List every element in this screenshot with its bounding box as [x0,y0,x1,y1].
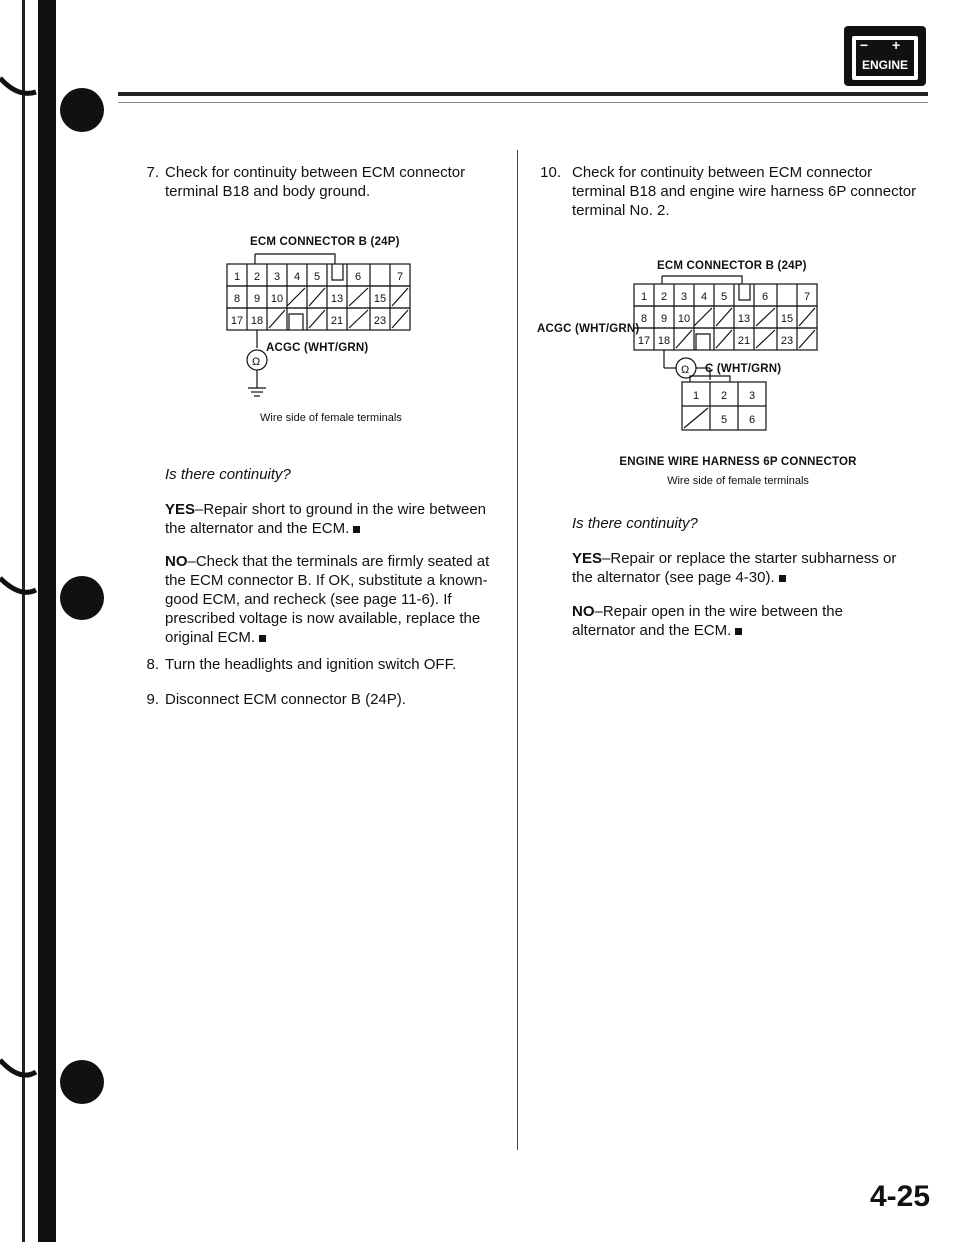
svg-text:17: 17 [230,315,244,327]
question-left: Is there continuity? [165,466,291,483]
step-9-number: 9. [146,691,159,708]
yes-text: –Repair short to ground in the wire between the alternator and the ECM. [165,501,487,537]
svg-text:3: 3 [273,271,281,283]
battery-icon-symbols: − + [859,37,911,53]
yes-text: –Repair or replace the starter subharness or the alternator (see page 4-30). [572,550,897,586]
acgc-label-right: ACGC (WHT/GRN) [537,323,640,335]
svg-text:10: 10 [270,293,284,305]
svg-text:3: 3 [680,291,688,303]
svg-text:9: 9 [253,293,261,305]
yes-label: YES [572,550,603,567]
page-number: 4-25 [869,1180,930,1213]
end-mark-icon [735,628,742,635]
engine-badge [844,26,926,86]
svg-text:4: 4 [700,291,708,303]
ecm-connector-title-left: ECM CONNECTOR B (24P) [250,236,400,248]
no-answer-left [165,552,490,647]
svg-text:13: 13 [737,313,751,325]
harness-connector-title: ENGINE WIRE HARNESS 6P CONNECTOR [619,456,857,468]
binding-hole-top [60,88,104,132]
binding-hole-middle [60,576,104,620]
svg-text:18: 18 [657,335,671,347]
svg-text:5: 5 [313,271,321,283]
diagram-caption-right: Wire side of female terminals [667,475,809,487]
badge-label: ENGINE [861,58,908,72]
svg-text:2: 2 [720,390,728,402]
step-7-text: Check for continuity between ECM connector terminal B18 and body ground. [165,164,466,200]
svg-text:6: 6 [354,271,362,283]
svg-text:7: 7 [396,271,404,283]
ecm-and-harness-diagram-right [632,272,832,448]
svg-text:18: 18 [250,315,264,327]
end-mark-icon [259,635,266,642]
step-8-text: Turn the headlights and ignition switch OFF. [165,656,457,673]
question-right: Is there continuity? [572,515,698,532]
diagram-caption-left: Wire side of female terminals [260,412,402,424]
svg-text:7: 7 [803,291,811,303]
ecm-connector-diagram-left [225,250,435,410]
no-text: –Check that the terminals are firmly seated at the ECM connector B. If OK, substitute a known-good ECM, and recheck (see page 11-6). If prescribed voltage is now available, replace the original ECM. [165,553,490,646]
svg-text:15: 15 [780,313,794,325]
svg-text:5: 5 [720,291,728,303]
svg-text:2: 2 [660,291,668,303]
svg-text:4: 4 [293,271,301,283]
svg-text:10: 10 [677,313,691,325]
ohm-icon: Ω [252,356,261,368]
ecm-connector-title-right: ECM CONNECTOR B (24P) [657,260,807,272]
no-answer-right [572,602,902,640]
step-8-number: 8. [146,656,159,673]
acgc-label-left: ACGC (WHT/GRN) [266,342,369,354]
column-divider [517,150,518,1150]
yes-label: YES [165,501,196,518]
svg-text:15: 15 [373,293,387,305]
yes-answer-right [572,549,902,587]
svg-text:17: 17 [637,335,651,347]
svg-text:6: 6 [761,291,769,303]
step-7-number: 7. [146,164,159,181]
svg-text:23: 23 [373,315,387,327]
step-9-text: Disconnect ECM connector B (24P). [165,691,406,708]
svg-text:8: 8 [233,293,241,305]
svg-text:2: 2 [253,271,261,283]
svg-text:8: 8 [640,313,648,325]
no-text: –Repair open in the wire between the alternator and the ECM. [572,603,843,639]
svg-text:6: 6 [748,414,756,426]
end-mark-icon [353,526,360,533]
svg-text:1: 1 [640,291,648,303]
ohm-icon: Ω [681,364,690,376]
svg-text:9: 9 [660,313,668,325]
binding-hole-bottom [60,1060,104,1104]
header-rule [118,92,928,96]
svg-text:3: 3 [748,390,756,402]
header-rule-thin [118,102,928,103]
svg-text:1: 1 [233,271,241,283]
no-label: NO [572,603,595,620]
svg-text:1: 1 [692,390,700,402]
binding-marks [0,0,120,1242]
svg-text:21: 21 [330,315,344,327]
no-label: NO [165,553,188,570]
step-10-text: Check for continuity between ECM connector terminal B18 and engine wire harness 6P connector terminal No. 2. [572,164,917,219]
svg-text:5: 5 [720,414,728,426]
step-10-number: 10. [540,164,561,181]
svg-text:23: 23 [780,335,794,347]
c-wire-label-right: C (WHT/GRN) [705,363,782,375]
svg-text:21: 21 [737,335,751,347]
yes-answer-left [165,500,490,538]
end-mark-icon [779,575,786,582]
svg-text:13: 13 [330,293,344,305]
